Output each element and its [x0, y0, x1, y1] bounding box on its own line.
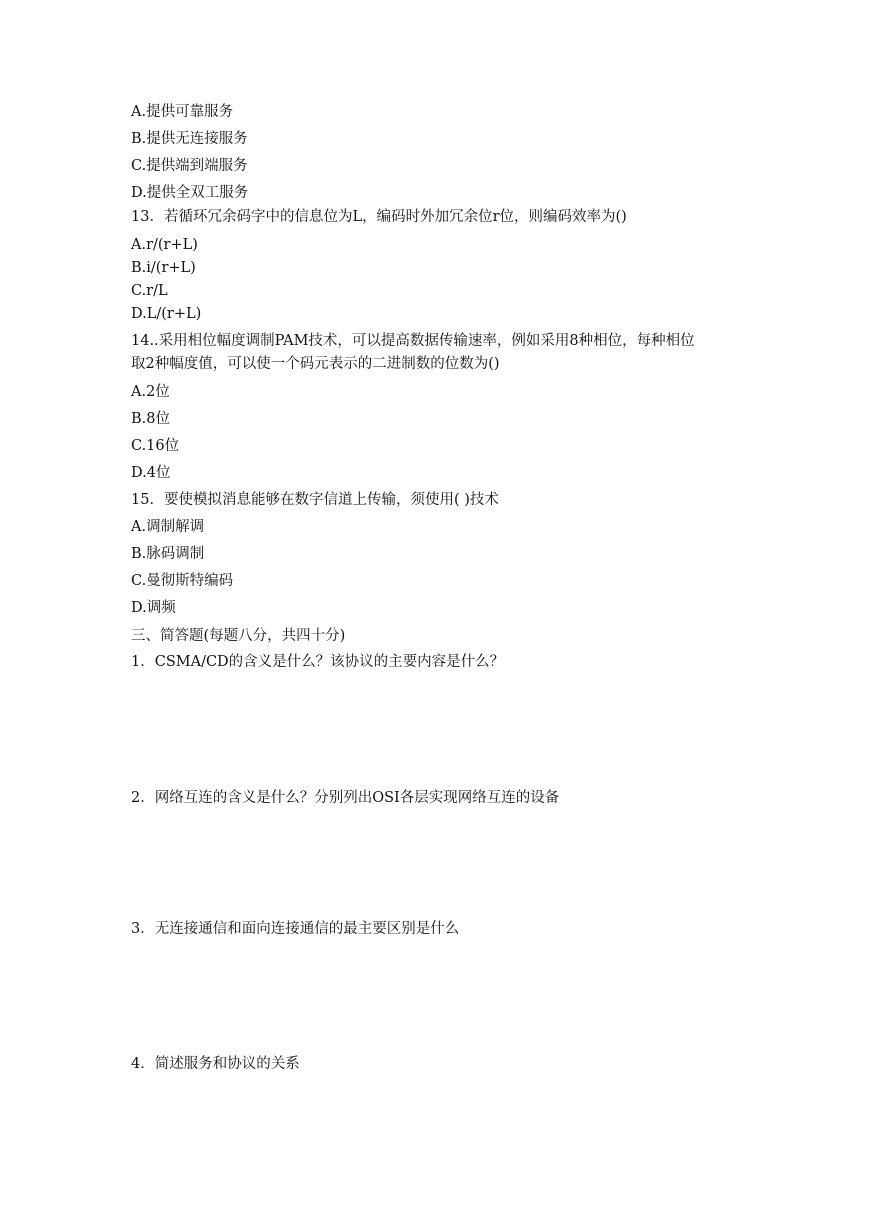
q13-option-d: D.L/(r+L)	[131, 306, 202, 322]
q14-option-d: D.4位	[131, 465, 171, 481]
short-answer-q2: 2．网络互连的含义是什么？分别列出OSI各层实现网络互连的设备	[131, 790, 560, 806]
q14-option-b: B.8位	[131, 411, 170, 427]
q14-stem-line1: 14..采用相位幅度调制PAM技术，可以提高数据传输速率，例如采用8种相位，每种相位	[131, 333, 695, 349]
q14-option-c: C.16位	[131, 438, 180, 454]
q12-option-a: A.提供可靠服务	[131, 104, 234, 120]
section3-heading: 三、简答题(每题八分，共四十分)	[131, 628, 346, 644]
q13-option-c: C.r/L	[131, 283, 168, 299]
q13-stem: 13．若循环冗余码字中的信息位为L，编码时外加冗余位r位，则编码效率为()	[131, 209, 627, 225]
q15-option-c: C.曼彻斯特编码	[131, 573, 234, 589]
q13-option-a: A.r/(r+L)	[131, 237, 198, 253]
q12-option-b: B.提供无连接服务	[131, 131, 248, 147]
q15-option-d: D.调频	[131, 600, 176, 616]
q15-option-a: A.调制解调	[131, 519, 205, 535]
q14-stem-line2: 取2种幅度值，可以使一个码元表示的二进制数的位数为()	[131, 356, 500, 372]
q15-stem: 15．要使模拟消息能够在数字信道上传输，须使用( )技术	[131, 492, 499, 508]
short-answer-q3: 3．无连接通信和面向连接通信的最主要区别是什么	[131, 921, 460, 937]
short-answer-q1: 1．CSMA/CD的含义是什么？该协议的主要内容是什么？	[131, 654, 505, 670]
q14-option-a: A.2位	[131, 384, 170, 400]
short-answer-q4: 4．简述服务和协议的关系	[131, 1056, 300, 1072]
q12-option-d: D.提供全双工服务	[131, 185, 249, 201]
q15-option-b: B.脉码调制	[131, 546, 205, 562]
q12-option-c: C.提供端到端服务	[131, 158, 248, 174]
q13-option-b: B.i/(r+L)	[131, 260, 196, 276]
